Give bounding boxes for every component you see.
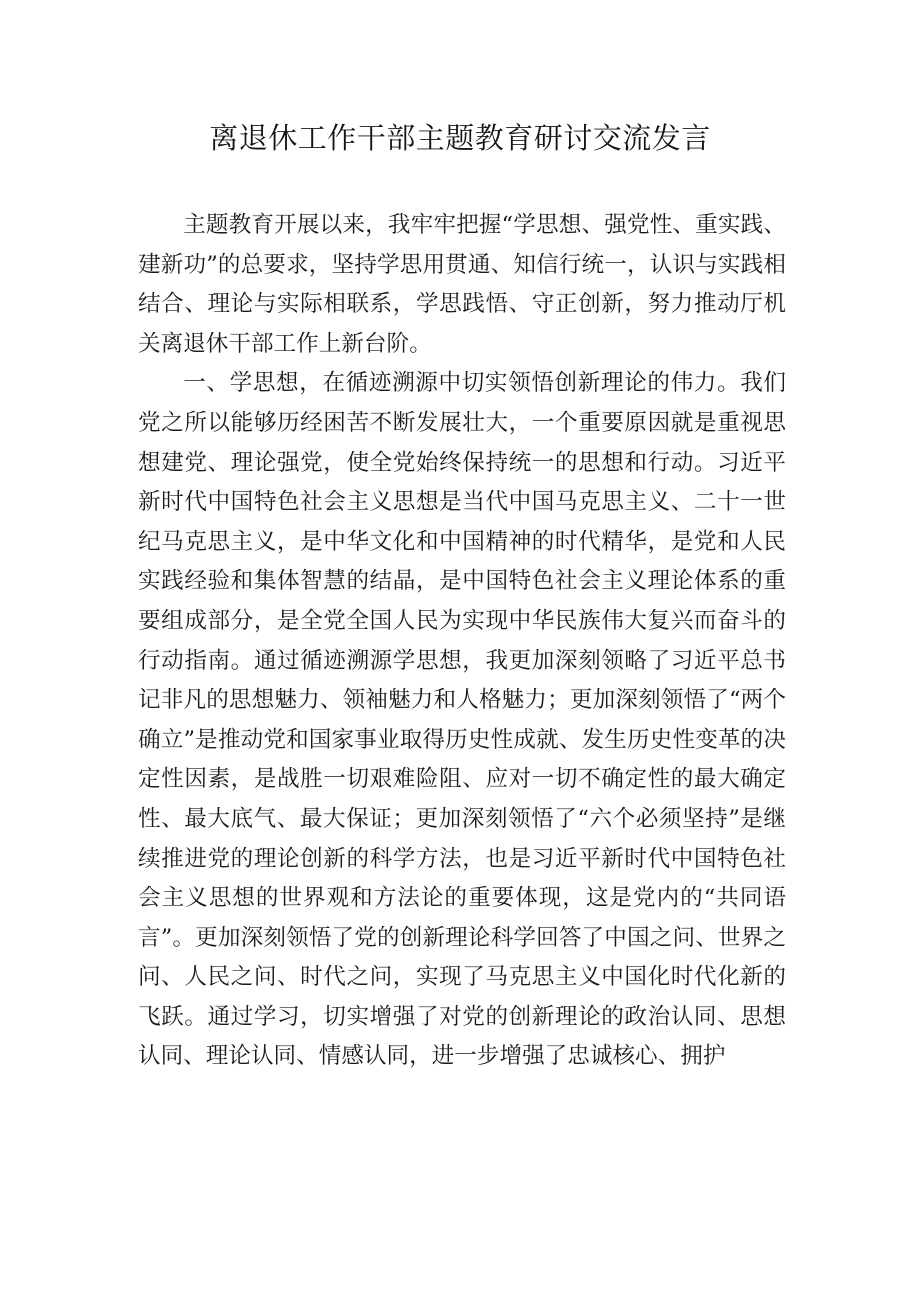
paragraph-section-one: 一、学思想，在循迹溯源中切实领悟创新理论的伟力。我们党之所以能够历经困苦不断发展壮大，一个重要原因就是重视思想建党、理论强党，使全党始终保持统一的思想和行动。习近平新时代中国特色社会主义思想是当代中国马克思主义、二十一世纪马克思主义，是中华文化和中国精神的时代精华，是党和人民实践经验和集体智慧的结晶，是中国特色社会主义理论体系的重要组成部分，是全党全国人民为实现中华民族伟大复兴而奋斗的行动指南。通过循迹溯源学思想，我更加深刻领略了习近平总书记非凡的思想魅力、领袖魅力和人格魅力；更加深刻领悟了“两个确立”是推动党和国家事业取得历史性成就、发生历史性变革的决定性因素，是战胜一切艰难险阻、应对一切不确定性的最大确定性、最大底气、最大保证；更加深刻领悟了“六个必须坚持”是继续推进党的理论创新的科学方法，也是习近平新时代中国特色社会主义思想的世界观和方法论的重要体现，这是党内的“共同语言”。更加深刻领悟了党的创新理论科学回答了中国之问、世界之问、人民之问、时代之问，实现了马克思主义中国化时代化新的飞跃。通过学习，切实增强了对党的创新理论的政治认同、思想认同、理论认同、情感认同，进一步增强了忠诚核心、拥护	[138, 370, 786, 1070]
paragraph-intro: 主题教育开展以来，我牢牢把握“学思想、强党性、重实践、建新功”的总要求，坚持学思用贯通、知信行统一，认识与实践相结合、理论与实际相联系，学思践悟、守正创新，努力推动厅机关离退休干部工作上新台阶。	[138, 212, 786, 357]
document-body	[138, 206, 786, 1077]
document-title: 离退休工作干部主题教育研讨交流发言	[209, 121, 711, 155]
